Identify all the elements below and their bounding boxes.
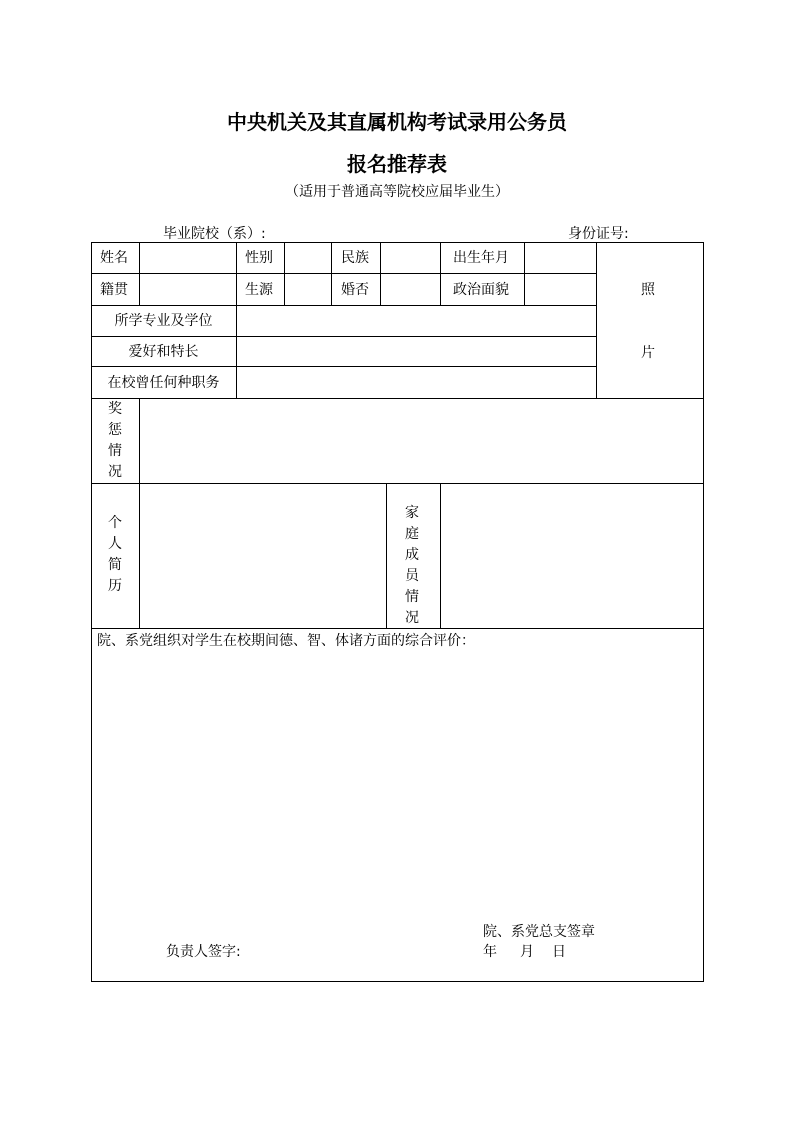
school-label: 毕业院校（系）: [163, 226, 266, 242]
rewards-char: 况 [108, 464, 122, 480]
hobbies-field[interactable] [236, 344, 596, 360]
photo-label-2: 片 [641, 345, 655, 361]
positions-label: 在校曾任何种职务 [107, 375, 220, 391]
resume-label [106, 513, 124, 597]
positions-field[interactable] [236, 375, 596, 391]
marital-field[interactable] [380, 282, 440, 298]
col-divider [440, 242, 441, 305]
table-border-top [91, 242, 704, 243]
student-origin-label: 生源 [245, 282, 273, 298]
col-divider [386, 483, 387, 628]
ethnicity-field[interactable] [380, 250, 440, 266]
major-degree-label: 所学专业及学位 [114, 313, 213, 329]
id-number-label: 身份证号: [568, 226, 629, 242]
date-day-label: 日 [552, 944, 566, 960]
col-divider [236, 242, 237, 305]
row-divider [91, 366, 596, 367]
name-field[interactable] [139, 250, 236, 266]
table-border-right [703, 242, 704, 982]
evaluation-field[interactable] [92, 655, 703, 915]
col-divider [331, 242, 332, 305]
rewards-label [106, 399, 124, 483]
native-place-label: 籍贯 [100, 282, 128, 298]
name-label: 姓名 [100, 250, 128, 266]
resume-char: 个 [108, 515, 122, 531]
photo-divider [596, 242, 597, 398]
form-title: 中央机关及其直属机构考试录用公务员 [227, 110, 567, 134]
political-field[interactable] [524, 282, 596, 298]
family-char: 成 [405, 547, 419, 563]
row-divider [91, 273, 596, 274]
row-divider [91, 305, 596, 306]
photo-label-1: 照 [641, 282, 655, 298]
rewards-char: 情 [108, 443, 122, 459]
form-scope-note: （适用于普通高等院校应届毕业生） [285, 184, 509, 200]
party-seal-label: 院、系党总支签章 [483, 924, 595, 940]
row-divider [91, 336, 596, 337]
date-month-label: 月 [520, 944, 534, 960]
family-char: 员 [405, 568, 419, 584]
gender-label: 性别 [245, 250, 273, 266]
gender-field[interactable] [284, 250, 331, 266]
table-border-bottom [91, 981, 704, 982]
date-year-label: 年 [483, 944, 497, 960]
resume-char: 简 [108, 557, 122, 573]
family-char: 情 [405, 589, 419, 605]
family-label [403, 503, 421, 629]
birth-field[interactable] [524, 250, 596, 266]
resume-char: 人 [108, 536, 122, 552]
responsible-sign-label: 负责人签字: [166, 944, 241, 960]
hobbies-label: 爱好和特长 [128, 344, 199, 360]
major-degree-field[interactable] [236, 313, 596, 329]
family-field[interactable] [441, 484, 703, 628]
family-char: 家 [405, 505, 419, 521]
resume-char: 历 [108, 578, 122, 594]
student-origin-field[interactable] [284, 282, 331, 298]
evaluation-label: 院、系党组织对学生在校期间德、智、体诸方面的综合评价： [97, 633, 475, 649]
form-subtitle: 报名推荐表 [347, 152, 447, 176]
birth-label: 出生年月 [453, 250, 509, 266]
rewards-field[interactable] [140, 399, 703, 483]
political-label: 政治面貌 [453, 282, 509, 298]
resume-field[interactable] [140, 484, 386, 628]
family-char: 庭 [405, 526, 419, 542]
row-divider [91, 628, 704, 629]
family-char: 况 [405, 610, 419, 626]
ethnicity-label: 民族 [341, 250, 369, 266]
rewards-char: 惩 [108, 422, 122, 438]
native-place-field[interactable] [139, 282, 236, 298]
rewards-char: 奖 [108, 401, 122, 417]
marital-label: 婚否 [341, 282, 369, 298]
